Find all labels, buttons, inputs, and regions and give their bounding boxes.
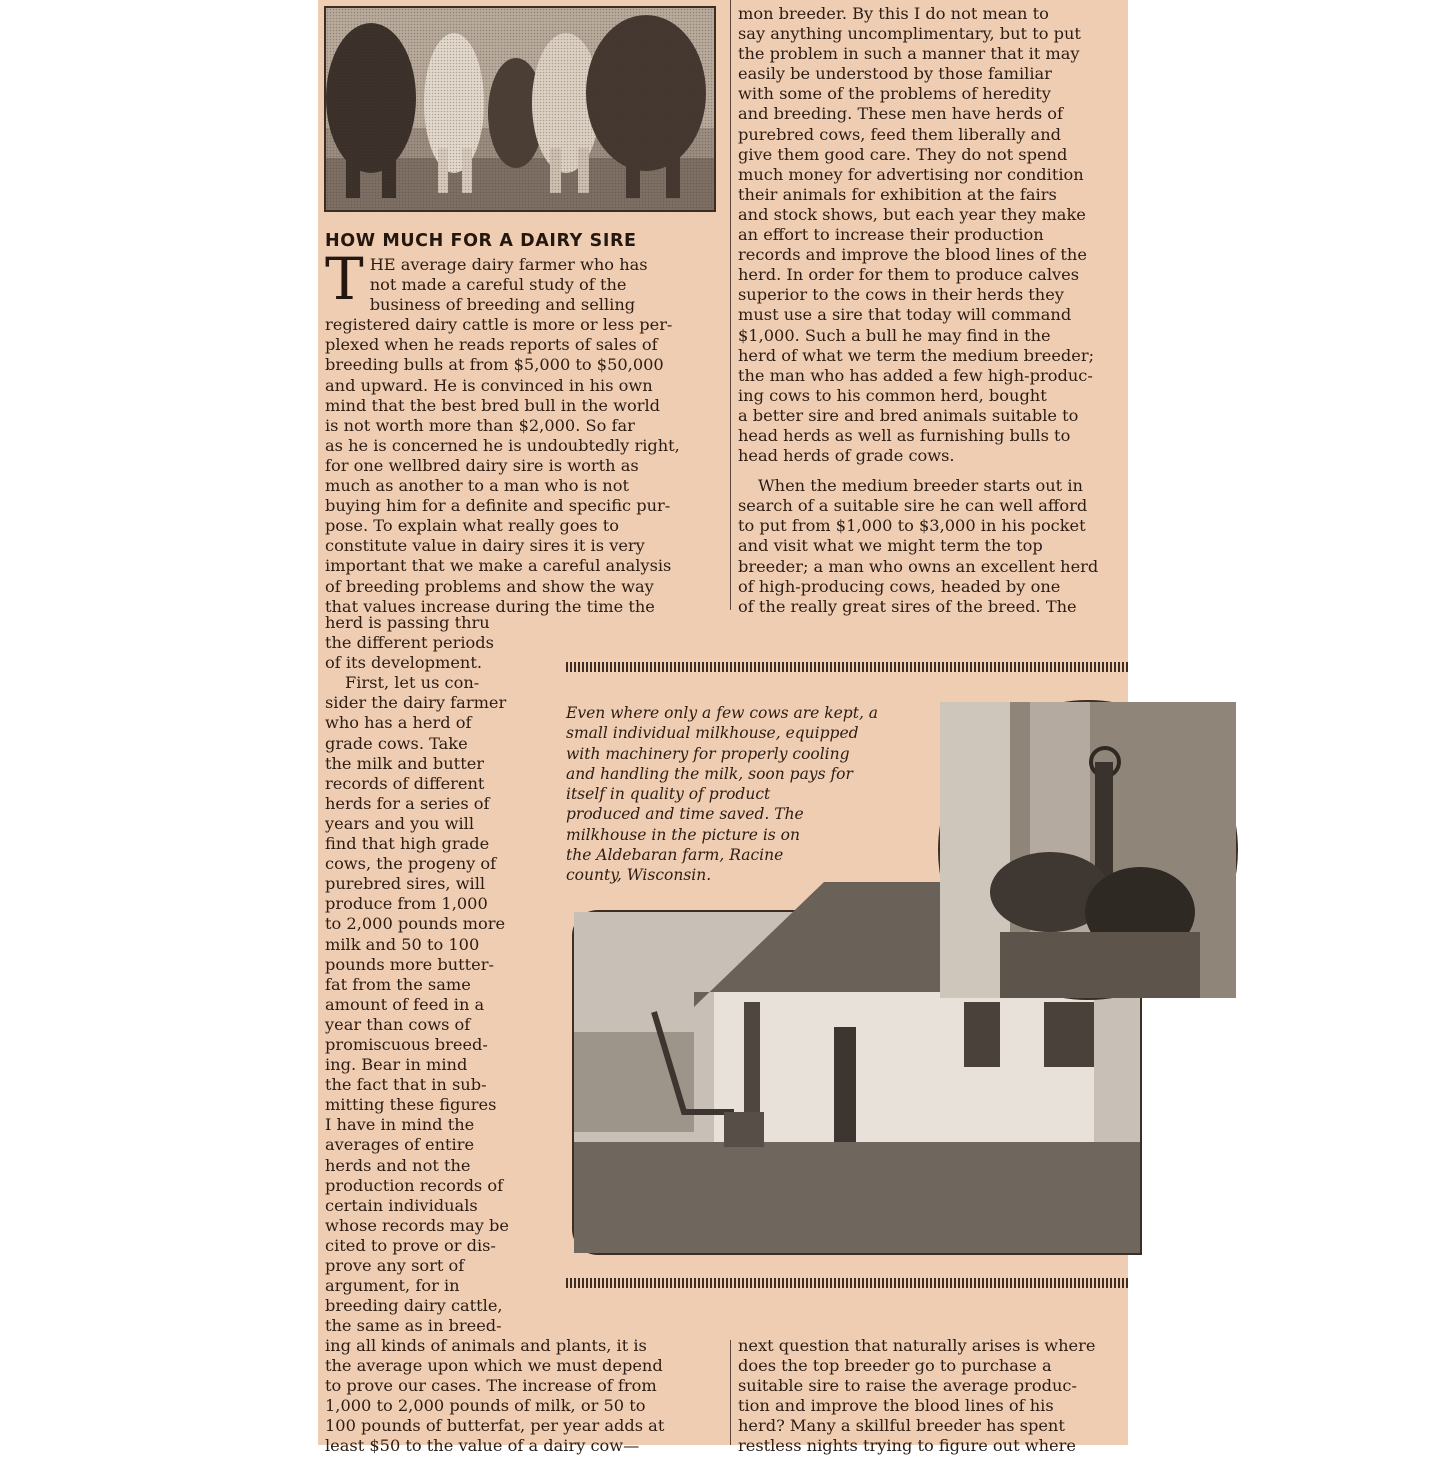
machinery-illustration: [940, 702, 1236, 998]
text-line: pounds more butter-: [325, 954, 494, 974]
text-line: plexed when he reads reports of sales of: [325, 335, 658, 355]
column-rule: [730, 0, 731, 610]
caption-line: Even where only a few cows are kept, a: [566, 704, 879, 722]
text-line: the milk and butter: [325, 753, 485, 773]
text-line: and upward. He is convinced in his own: [325, 375, 653, 395]
photo-caption: [566, 703, 922, 886]
text-line: I have in mind the: [325, 1115, 475, 1135]
newspaper-clipping: [318, 0, 1128, 1456]
caption-line: and handling the milk, soon pays for: [566, 764, 853, 783]
text-line: sider the dairy farmer: [325, 693, 507, 713]
text-line: not made a careful study of the: [369, 275, 627, 295]
text-line: does the top breeder go to purchase a: [738, 1356, 1052, 1376]
text-line: the same as in breed-: [325, 1316, 502, 1336]
text-line: head herds of grade cows.: [738, 446, 955, 466]
caption-line: milkhouse in the picture is on: [566, 825, 800, 844]
text-line: an effort to increase their production: [738, 225, 1044, 245]
text-line: purebred sires, will: [325, 874, 486, 894]
caption-line: small individual milkhouse, equipped: [566, 724, 859, 743]
text-line: cited to prove or dis-: [325, 1235, 496, 1255]
text-line: herd? Many a skillful breeder has spent: [738, 1416, 1065, 1436]
text-line: grade cows. Take: [325, 733, 468, 753]
cows-photo: [324, 6, 716, 212]
text-line: $1,000. Such a bull he may find in the: [738, 325, 1051, 345]
text-line: purebred cows, feed them liberally and: [738, 124, 1061, 144]
text-line: breeder; a man who owns an excellent herd: [738, 556, 1099, 576]
text-line: find that high grade: [325, 834, 490, 854]
text-line: pose. To explain what really goes to: [325, 516, 619, 536]
text-line: year than cows of: [325, 1014, 471, 1034]
text-line: important that we make a careful analysis: [325, 556, 672, 576]
text-line: suitable sire to raise the average produc-: [738, 1376, 1077, 1396]
caption-line: the Aldebaran farm, Racine: [566, 846, 784, 865]
text-line: ing. Bear in mind: [325, 1055, 468, 1075]
text-line: business of breeding and selling: [369, 295, 636, 315]
text-line: ing all kinds of animals and plants, it is: [325, 1336, 647, 1355]
text-line: breeding bulls at from $5,000 to $50,000: [325, 355, 664, 375]
text-line: much as another to a man who is not: [325, 476, 629, 496]
text-line: cows, the progeny of: [325, 854, 497, 874]
text-line: the different periods: [325, 633, 494, 653]
text-line: give them good care. They do not spend: [738, 144, 1068, 164]
text-line: of the really great sires of the breed. The: [738, 596, 1077, 616]
text-line: HE average dairy farmer who has: [369, 255, 648, 274]
text-line: breeding dairy cattle,: [325, 1296, 503, 1316]
text-line: the fact that in sub-: [325, 1075, 487, 1095]
text-line: herds and not the: [325, 1155, 471, 1175]
text-line: herd. In order for them to produce calves: [738, 265, 1080, 285]
text-line: must use a sire that today will command: [738, 305, 1072, 325]
text-line: certain individuals: [325, 1195, 478, 1215]
text-line: records of different: [325, 773, 485, 793]
caption-line: county, Wisconsin.: [566, 866, 712, 885]
text-line: 1,000 to 2,000 pounds of milk, or 50 to: [325, 1396, 646, 1416]
text-line: herds for a series of: [325, 793, 490, 813]
text-line: years and you will: [325, 813, 474, 833]
text-line: search of a suitable sire he can well afford: [738, 496, 1088, 516]
text-line: mitting these figures: [325, 1095, 497, 1115]
text-line: of its development.: [325, 653, 482, 673]
text-line: with some of the problems of heredity: [738, 84, 1051, 104]
text-line: a better sire and bred animals suitable to: [738, 405, 1079, 425]
drop-cap: T: [325, 245, 364, 313]
text-line: prove any sort of: [325, 1256, 465, 1275]
text-line: much money for advertising nor condition: [738, 164, 1084, 184]
text-line: of breeding problems and show the way: [325, 576, 654, 596]
decorative-band-bottom: [566, 1278, 1128, 1288]
text-line: 100 pounds of butterfat, per year adds at: [325, 1416, 665, 1436]
text-line: next question that naturally arises is where: [738, 1336, 1096, 1355]
text-line: constitute value in dairy sires it is very: [325, 536, 645, 556]
text-line: restless nights trying to figure out where: [738, 1436, 1076, 1456]
text-line: and stock shows, but each year they make: [738, 204, 1086, 224]
text-line: to 2,000 pounds more: [325, 914, 506, 934]
machinery-photo: [938, 700, 1238, 1000]
caption-line: with machinery for properly cooling: [566, 744, 850, 763]
text-line: milk and 50 to 100: [325, 934, 480, 954]
text-line: and breeding. These men have herds of: [738, 104, 1064, 124]
text-line: say anything uncomplimentary, but to put: [738, 24, 1081, 44]
text-line: least $50 to the value of a dairy cow—: [325, 1436, 640, 1456]
text-line: herd is passing thru: [325, 613, 490, 632]
text-line: the average upon which we must depend: [325, 1356, 663, 1376]
text-line: amount of feed in a: [325, 994, 485, 1014]
text-line: superior to the cows in their herds they: [738, 285, 1064, 305]
cows-photo-illustration: [326, 8, 714, 210]
caption-line: itself in quality of product: [566, 785, 771, 804]
left-column-narrow-text: [325, 613, 531, 1336]
text-line: their animals for exhibition at the fairs: [738, 184, 1057, 204]
text-line: who has a herd of: [325, 713, 472, 733]
text-line: mon breeder. By this I do not mean to: [738, 4, 1049, 23]
text-line: to put from $1,000 to $3,000 in his pocket: [738, 516, 1086, 536]
text-line: First, let us con-: [345, 673, 480, 693]
text-line: registered dairy cattle is more or less per-: [325, 315, 673, 335]
text-line: tion and improve the blood lines of his: [738, 1396, 1054, 1416]
left-column-bottom-text: [325, 1336, 724, 1457]
text-line: fat from the same: [325, 974, 471, 994]
text-line: is not worth more than $2,000. So far: [325, 415, 635, 435]
right-column-text: [738, 4, 1158, 617]
text-line: the problem in such a manner that it may: [738, 44, 1080, 64]
decorative-band-top: [566, 662, 1128, 672]
text-line: the man who has added a few high-produc-: [738, 365, 1093, 385]
text-line: ing cows to his common herd, bought: [738, 385, 1047, 405]
text-line: head herds as well as furnishing bulls to: [738, 425, 1071, 445]
text-line: argument, for in: [325, 1276, 460, 1296]
column-rule: [730, 1340, 731, 1445]
text-line: for one wellbred dairy sire is worth as: [325, 455, 639, 475]
right-column-bottom-text: [738, 1336, 1158, 1457]
article-headline: HOW MUCH FOR A DAIRY SIRE: [325, 231, 637, 251]
text-line: herd of what we term the medium breeder;: [738, 345, 1095, 365]
text-line: When the medium breeder starts out in: [758, 476, 1083, 496]
text-line: of high-producing cows, headed by one: [738, 576, 1061, 596]
text-line: to prove our cases. The increase of from: [325, 1376, 657, 1396]
left-column-text: [325, 245, 724, 617]
caption-line: produced and time saved. The: [566, 805, 804, 824]
text-line: records and improve the blood lines of the: [738, 245, 1087, 265]
text-line: buying him for a definite and specific pur-: [325, 496, 671, 516]
text-line: as he is concerned he is undoubtedly right,: [325, 435, 680, 455]
text-line: whose records may be: [325, 1215, 509, 1235]
text-line: and visit what we might term the top: [738, 536, 1043, 556]
text-line: produce from 1,000: [325, 894, 488, 914]
text-line: easily be understood by those familiar: [738, 64, 1052, 84]
text-line: averages of entire: [325, 1135, 475, 1155]
text-line: production records of: [325, 1175, 504, 1195]
text-line: promiscuous breed-: [325, 1034, 488, 1054]
text-line: mind that the best bred bull in the world: [325, 395, 661, 415]
text-line: that values increase during the time the: [325, 596, 655, 616]
